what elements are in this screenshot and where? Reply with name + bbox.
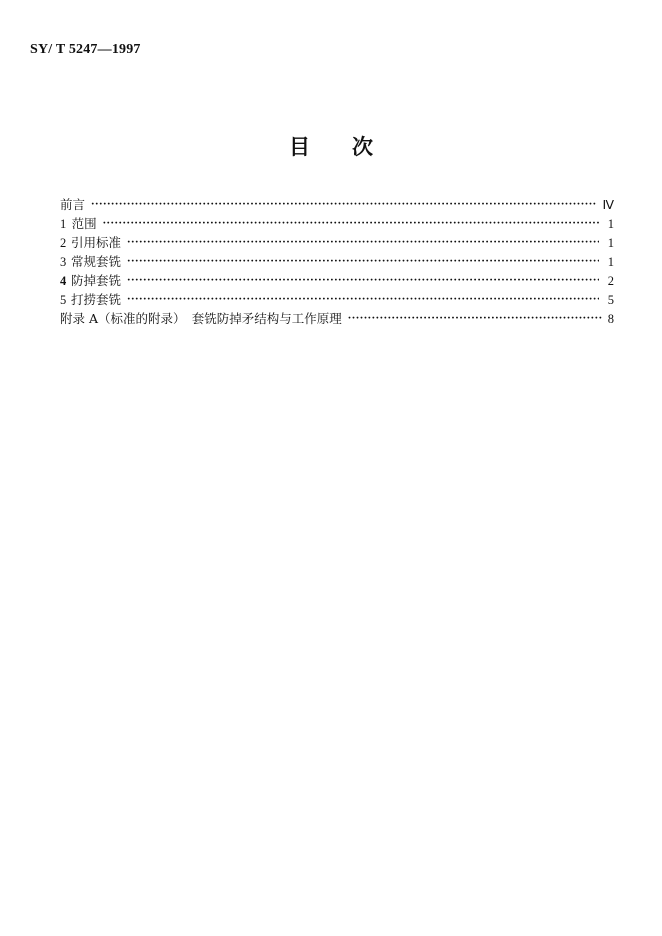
title-char-2: 次 bbox=[352, 135, 373, 159]
toc-page-number: 5 bbox=[607, 293, 614, 307]
dot-leader bbox=[127, 252, 599, 271]
toc-section-number: 2 bbox=[60, 236, 67, 250]
toc-section-number: 4 bbox=[60, 274, 67, 288]
toc-entry-label: 前言 bbox=[60, 197, 86, 212]
toc-page-number: 1 bbox=[607, 217, 614, 231]
toc-page-number: Ⅳ bbox=[602, 198, 614, 212]
toc-entry-label: 范围 bbox=[71, 216, 97, 231]
table-of-contents bbox=[60, 195, 614, 328]
dot-leader bbox=[91, 195, 596, 214]
toc-page-number: 2 bbox=[607, 274, 614, 288]
toc-entry-label: 打捞套铣 bbox=[71, 292, 122, 307]
toc-entry-foreword[interactable] bbox=[60, 195, 614, 214]
toc-section-number: 1 bbox=[60, 217, 67, 231]
toc-entry-label: 附录 A（标准的附录） 套铣防掉矛结构与工作原理 bbox=[60, 311, 342, 326]
toc-entry-anti-drop-milling[interactable] bbox=[60, 271, 614, 290]
title-char-1: 目 bbox=[289, 135, 310, 159]
toc-entry-appendix-a[interactable] bbox=[60, 309, 614, 328]
dot-leader bbox=[127, 233, 599, 252]
standard-code: SY/ T 5247—1997 bbox=[30, 42, 141, 57]
toc-page-number: 1 bbox=[607, 236, 614, 250]
toc-entry-references[interactable] bbox=[60, 233, 614, 252]
dot-leader bbox=[127, 290, 599, 309]
dot-leader bbox=[348, 309, 602, 328]
dot-leader bbox=[127, 271, 599, 290]
toc-entry-fishing-milling[interactable] bbox=[60, 290, 614, 309]
toc-entry-label: 常规套铣 bbox=[71, 254, 122, 269]
toc-entry-conventional-milling[interactable] bbox=[60, 252, 614, 271]
dot-leader bbox=[103, 214, 599, 233]
toc-entry-scope[interactable] bbox=[60, 214, 614, 233]
toc-section-number: 5 bbox=[60, 293, 67, 307]
toc-entry-label: 引用标准 bbox=[71, 235, 122, 250]
toc-section-number: 3 bbox=[60, 255, 67, 269]
toc-page-number: 1 bbox=[607, 255, 614, 269]
page-title bbox=[0, 131, 662, 161]
toc-entry-label: 防掉套铣 bbox=[71, 273, 122, 288]
toc-page-number: 8 bbox=[607, 312, 614, 326]
